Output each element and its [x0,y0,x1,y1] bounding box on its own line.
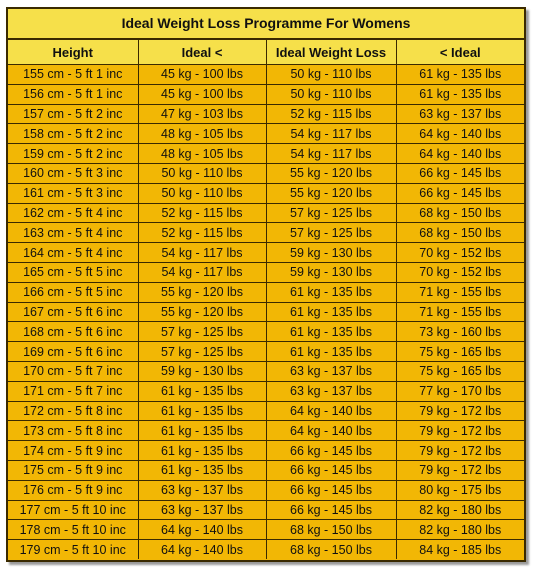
ideal-weight-loss-cell: 55 kg - 120 lbs [266,183,396,203]
ideal-below-cell: 61 kg - 135 lbs [138,381,266,401]
ideal-weight-loss-cell: 61 kg - 135 lbs [266,282,396,302]
table-row [8,342,524,362]
ideal-below-cell: 47 kg - 103 lbs [138,104,266,124]
ideal-above-cell: 71 kg - 155 lbs [396,302,524,322]
ideal-above-cell: 82 kg - 180 lbs [396,500,524,520]
column-header-height: Height [8,40,138,65]
ideal-below-cell: 55 kg - 120 lbs [138,302,266,322]
ideal-weight-loss-cell: 66 kg - 145 lbs [266,441,396,461]
table-row [8,520,524,540]
ideal-above-cell: 64 kg - 140 lbs [396,144,524,164]
height-cell: 162 cm - 5 ft 4 inc [8,203,138,223]
ideal-below-cell: 54 kg - 117 lbs [138,262,266,282]
ideal-above-cell: 75 kg - 165 lbs [396,342,524,362]
table-row [8,401,524,421]
column-header-ideal-below: Ideal < [138,40,266,65]
ideal-below-cell: 61 kg - 135 lbs [138,460,266,480]
header-row [8,40,524,65]
ideal-above-cell: 70 kg - 152 lbs [396,262,524,282]
ideal-below-cell: 50 kg - 110 lbs [138,183,266,203]
table-row [8,104,524,124]
ideal-above-cell: 66 kg - 145 lbs [396,163,524,183]
ideal-above-cell: 70 kg - 152 lbs [396,243,524,263]
ideal-below-cell: 63 kg - 137 lbs [138,500,266,520]
ideal-above-cell: 73 kg - 160 lbs [396,322,524,342]
height-cell: 175 cm - 5 ft 9 inc [8,460,138,480]
table-row [8,243,524,263]
ideal-weight-loss-cell: 52 kg - 115 lbs [266,104,396,124]
table-row [8,322,524,342]
ideal-above-cell: 80 kg - 175 lbs [396,480,524,500]
height-cell: 173 cm - 5 ft 8 inc [8,421,138,441]
table-row [8,460,524,480]
ideal-above-cell: 66 kg - 145 lbs [396,183,524,203]
ideal-above-cell: 68 kg - 150 lbs [396,203,524,223]
height-cell: 158 cm - 5 ft 2 inc [8,124,138,144]
ideal-weight-loss-cell: 64 kg - 140 lbs [266,421,396,441]
ideal-above-cell: 79 kg - 172 lbs [396,460,524,480]
ideal-below-cell: 50 kg - 110 lbs [138,163,266,183]
ideal-below-cell: 61 kg - 135 lbs [138,441,266,461]
ideal-above-cell: 64 kg - 140 lbs [396,124,524,144]
table-row [8,65,524,85]
ideal-below-cell: 52 kg - 115 lbs [138,223,266,243]
table-row [8,203,524,223]
ideal-weight-loss-cell: 54 kg - 117 lbs [266,124,396,144]
ideal-weight-loss-cell: 54 kg - 117 lbs [266,144,396,164]
ideal-weight-loss-cell: 59 kg - 130 lbs [266,243,396,263]
chart-title: Ideal Weight Loss Programme For Womens [8,9,524,39]
ideal-weight-loss-cell: 66 kg - 145 lbs [266,500,396,520]
table-row [8,183,524,203]
column-header-ideal-weight-loss: Ideal Weight Loss [266,40,396,65]
table-row [8,480,524,500]
ideal-below-cell: 45 kg - 100 lbs [138,65,266,85]
ideal-below-cell: 63 kg - 137 lbs [138,480,266,500]
table-row [8,144,524,164]
height-cell: 171 cm - 5 ft 7 inc [8,381,138,401]
ideal-below-cell: 59 kg - 130 lbs [138,361,266,381]
ideal-weight-loss-cell: 50 kg - 110 lbs [266,65,396,85]
weight-table [8,39,524,559]
table-body [8,65,524,559]
ideal-weight-loss-cell: 59 kg - 130 lbs [266,262,396,282]
ideal-above-cell: 71 kg - 155 lbs [396,282,524,302]
table-row [8,441,524,461]
height-cell: 159 cm - 5 ft 2 inc [8,144,138,164]
table-row [8,124,524,144]
ideal-above-cell: 82 kg - 180 lbs [396,520,524,540]
ideal-weight-loss-cell: 66 kg - 145 lbs [266,460,396,480]
table-row [8,421,524,441]
ideal-weight-loss-cell: 63 kg - 137 lbs [266,381,396,401]
ideal-below-cell: 48 kg - 105 lbs [138,124,266,144]
ideal-above-cell: 77 kg - 170 lbs [396,381,524,401]
height-cell: 177 cm - 5 ft 10 inc [8,500,138,520]
height-cell: 163 cm - 5 ft 4 inc [8,223,138,243]
height-cell: 165 cm - 5 ft 5 inc [8,262,138,282]
height-cell: 155 cm - 5 ft 1 inc [8,65,138,85]
table-row [8,282,524,302]
table-row [8,84,524,104]
ideal-weight-loss-cell: 61 kg - 135 lbs [266,342,396,362]
ideal-below-cell: 64 kg - 140 lbs [138,540,266,559]
height-cell: 160 cm - 5 ft 3 inc [8,163,138,183]
ideal-weight-loss-cell: 64 kg - 140 lbs [266,401,396,421]
height-cell: 170 cm - 5 ft 7 inc [8,361,138,381]
table-row [8,223,524,243]
table-row [8,540,524,559]
ideal-below-cell: 57 kg - 125 lbs [138,342,266,362]
table-row [8,262,524,282]
ideal-above-cell: 79 kg - 172 lbs [396,441,524,461]
ideal-above-cell: 68 kg - 150 lbs [396,223,524,243]
ideal-above-cell: 79 kg - 172 lbs [396,401,524,421]
ideal-weight-loss-cell: 57 kg - 125 lbs [266,223,396,243]
ideal-below-cell: 45 kg - 100 lbs [138,84,266,104]
ideal-weight-loss-cell: 68 kg - 150 lbs [266,520,396,540]
ideal-weight-loss-cell: 66 kg - 145 lbs [266,480,396,500]
height-cell: 172 cm - 5 ft 8 inc [8,401,138,421]
height-cell: 169 cm - 5 ft 6 inc [8,342,138,362]
ideal-weight-loss-cell: 50 kg - 110 lbs [266,84,396,104]
ideal-above-cell: 79 kg - 172 lbs [396,421,524,441]
ideal-weight-loss-cell: 55 kg - 120 lbs [266,163,396,183]
weight-chart-panel [6,7,526,562]
ideal-below-cell: 55 kg - 120 lbs [138,282,266,302]
ideal-above-cell: 61 kg - 135 lbs [396,65,524,85]
ideal-below-cell: 64 kg - 140 lbs [138,520,266,540]
ideal-weight-loss-cell: 61 kg - 135 lbs [266,322,396,342]
ideal-above-cell: 61 kg - 135 lbs [396,84,524,104]
ideal-below-cell: 61 kg - 135 lbs [138,401,266,421]
table-row [8,500,524,520]
ideal-below-cell: 61 kg - 135 lbs [138,421,266,441]
column-header-ideal-above: < Ideal [396,40,524,65]
table-row [8,302,524,322]
ideal-weight-loss-cell: 68 kg - 150 lbs [266,540,396,559]
ideal-weight-loss-cell: 57 kg - 125 lbs [266,203,396,223]
ideal-above-cell: 84 kg - 185 lbs [396,540,524,559]
ideal-below-cell: 54 kg - 117 lbs [138,243,266,263]
height-cell: 178 cm - 5 ft 10 inc [8,520,138,540]
table-row [8,361,524,381]
ideal-below-cell: 57 kg - 125 lbs [138,322,266,342]
table-row [8,381,524,401]
ideal-above-cell: 63 kg - 137 lbs [396,104,524,124]
height-cell: 156 cm - 5 ft 1 inc [8,84,138,104]
ideal-above-cell: 75 kg - 165 lbs [396,361,524,381]
height-cell: 179 cm - 5 ft 10 inc [8,540,138,559]
ideal-below-cell: 52 kg - 115 lbs [138,203,266,223]
height-cell: 174 cm - 5 ft 9 inc [8,441,138,461]
height-cell: 166 cm - 5 ft 5 inc [8,282,138,302]
height-cell: 176 cm - 5 ft 9 inc [8,480,138,500]
height-cell: 161 cm - 5 ft 3 inc [8,183,138,203]
height-cell: 164 cm - 5 ft 4 inc [8,243,138,263]
ideal-weight-loss-cell: 61 kg - 135 lbs [266,302,396,322]
height-cell: 168 cm - 5 ft 6 inc [8,322,138,342]
ideal-below-cell: 48 kg - 105 lbs [138,144,266,164]
height-cell: 167 cm - 5 ft 6 inc [8,302,138,322]
ideal-weight-loss-cell: 63 kg - 137 lbs [266,361,396,381]
height-cell: 157 cm - 5 ft 2 inc [8,104,138,124]
table-row [8,163,524,183]
